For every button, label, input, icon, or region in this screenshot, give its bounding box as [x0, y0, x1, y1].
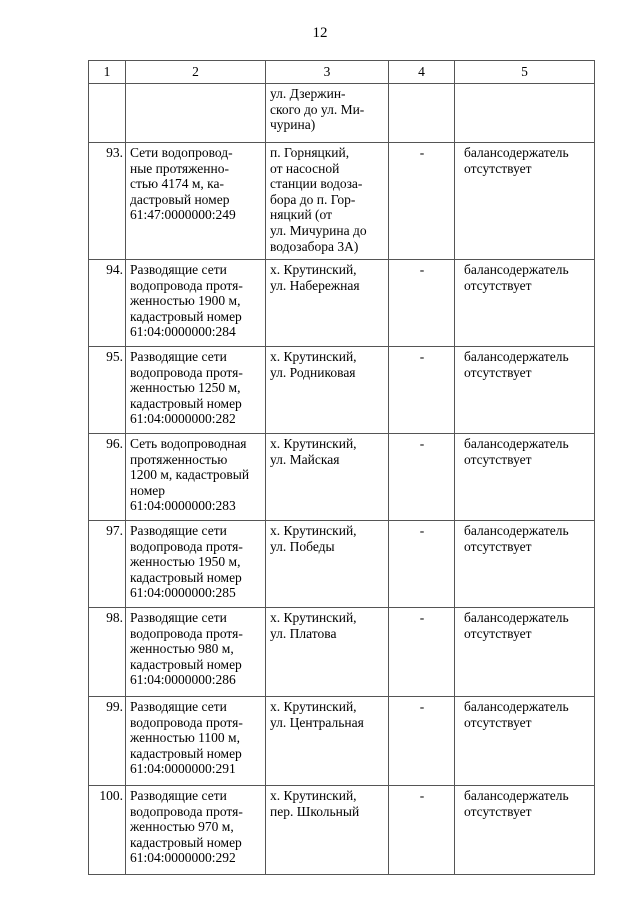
cell-text-line: 61:04:0000000:282 — [130, 411, 236, 427]
object-name-cell — [126, 260, 266, 347]
object-name-cell — [126, 608, 266, 697]
column-4-cell — [389, 347, 455, 434]
holder-cell — [455, 347, 595, 434]
cell-text-line: ул. Родниковая — [270, 364, 356, 380]
cell-text-line: 94. — [106, 262, 123, 277]
column-4-cell — [389, 521, 455, 608]
cell-text-line: 93. — [106, 145, 123, 160]
holder-cell — [455, 84, 595, 143]
header-cell: 4 — [389, 61, 455, 84]
cell-text-line: Разводящие сети — [130, 610, 227, 625]
cell-text-line: 99. — [106, 699, 123, 714]
header-cell: 2 — [126, 61, 266, 84]
cell-text-line: 1200 м, кадастровый — [130, 467, 250, 483]
cell-text-line: номер — [130, 482, 166, 498]
cell-text-line: балансодержатель — [464, 262, 569, 277]
cell-text-line: 98. — [106, 610, 123, 625]
cell-text-line: отсутствует — [464, 160, 532, 176]
cell-text-line: отсутствует — [464, 277, 532, 293]
cell-text-line: кадастровый номер — [130, 834, 242, 850]
cell-text-line: водопровода протя- — [130, 277, 243, 293]
cell-text-line: балансодержатель — [464, 436, 569, 451]
location-cell — [266, 521, 389, 608]
cell-text-line: водопровода протя- — [130, 625, 243, 641]
cell-text-line: - — [419, 523, 425, 538]
table-header-row — [89, 61, 595, 84]
cell-text-line: - — [419, 699, 425, 714]
location-cell — [266, 697, 389, 786]
cell-text-line: отсутствует — [464, 803, 532, 819]
column-4-cell — [389, 697, 455, 786]
object-name-cell — [126, 521, 266, 608]
table-row — [89, 347, 595, 434]
holder-cell — [455, 786, 595, 875]
cell-text-line: Разводящие сети — [130, 349, 227, 364]
column-4-cell — [389, 84, 455, 143]
row-number-cell — [89, 347, 126, 434]
cell-text-line: Разводящие сети — [130, 262, 227, 277]
cell-text-line: женностью 1100 м, — [130, 730, 240, 746]
cell-text-line: балансодержатель — [464, 145, 569, 160]
row-number-cell — [89, 521, 126, 608]
cell-text-line: х. Крутинский, — [270, 788, 357, 803]
cell-text-line: - — [419, 145, 425, 160]
cell-text-line: отсутствует — [464, 625, 532, 641]
cell-text-line: Разводящие сети — [130, 699, 227, 714]
cell-text-line: ул. Майская — [270, 451, 340, 467]
cell-text-line: от насосной — [270, 160, 340, 176]
row-number-cell — [89, 434, 126, 521]
cell-text-line: ул. Набережная — [270, 277, 360, 293]
row-number-cell — [89, 84, 126, 143]
cell-text-line: пер. Школьный — [270, 803, 360, 819]
table-row — [89, 521, 595, 608]
object-name-cell — [126, 786, 266, 875]
cell-text-line: Сеть водопроводная — [130, 436, 247, 451]
cell-text-line: женностью 1950 м, — [130, 554, 241, 570]
cell-text-line: няцкий (от — [270, 207, 333, 223]
cell-text-line: кадастровый номер — [130, 745, 242, 761]
cell-text-line: балансодержатель — [464, 788, 569, 803]
cell-text-line: 95. — [106, 349, 123, 364]
location-cell — [266, 84, 389, 143]
holder-cell — [455, 521, 595, 608]
page-number: 12 — [312, 25, 328, 41]
cell-text-line: 61:04:0000000:292 — [130, 850, 236, 866]
cell-text-line: х. Крутинский, — [270, 610, 357, 625]
table-row — [89, 143, 595, 260]
cell-text-line: балансодержатель — [464, 610, 569, 625]
header-cell: 3 — [266, 61, 389, 84]
cell-text-line: 100. — [99, 788, 123, 803]
cell-text-line: чурина) — [270, 117, 316, 133]
cell-text-line: протяженностью — [130, 451, 228, 467]
cell-text-line: балансодержатель — [464, 349, 569, 364]
cell-text-line: Разводящие сети — [130, 523, 227, 538]
cell-text-line: кадастровый номер — [130, 395, 242, 411]
water-network-table — [88, 60, 595, 875]
cell-text-line: ул. Мичурина до — [270, 222, 367, 238]
cell-text-line: п. Горняцкий, — [270, 145, 350, 160]
cell-text-line: станции водоза- — [270, 176, 363, 192]
cell-text-line: 61:47:0000000:249 — [130, 207, 236, 223]
object-name-cell — [126, 697, 266, 786]
holder-cell — [455, 697, 595, 786]
cell-text-line: отсутствует — [464, 714, 532, 730]
cell-text-line: х. Крутинский, — [270, 699, 357, 714]
row-number-cell — [89, 786, 126, 875]
cell-text-line: ского до ул. Ми- — [270, 101, 365, 117]
cell-text-line: водопровода протя- — [130, 714, 243, 730]
column-4-cell — [389, 434, 455, 521]
cell-text-line: стью 4174 м, ка- — [130, 176, 225, 192]
table-row — [89, 697, 595, 786]
cell-text-line: - — [419, 788, 425, 803]
cell-text-line: 96. — [106, 436, 123, 451]
location-cell — [266, 608, 389, 697]
cell-text-line: кадастровый номер — [130, 308, 242, 324]
cell-text-line: ул. Центральная — [270, 714, 364, 730]
cell-text-line: - — [419, 436, 425, 451]
cell-text-line: отсутствует — [464, 364, 532, 380]
cell-text-line: - — [419, 349, 425, 364]
header-cell: 5 — [455, 61, 595, 84]
cell-text-line: х. Крутинский, — [270, 349, 357, 364]
location-cell — [266, 260, 389, 347]
header-cell: 1 — [89, 61, 126, 84]
column-4-cell — [389, 143, 455, 260]
cell-text-line: балансодержатель — [464, 699, 569, 714]
table-row — [89, 260, 595, 347]
cell-text-line: дастровый номер — [130, 191, 230, 207]
cell-text-line: 61:04:0000000:285 — [130, 585, 236, 601]
column-4-cell — [389, 786, 455, 875]
cell-text-line: х. Крутинский, — [270, 523, 357, 538]
cell-text-line: водопровода протя- — [130, 538, 243, 554]
cell-text-line: 61:04:0000000:291 — [130, 761, 236, 777]
column-4-cell — [389, 260, 455, 347]
cell-text-line: водопровода протя- — [130, 803, 243, 819]
cell-text-line: ул. Дзержин- — [270, 86, 346, 101]
object-name-cell — [126, 434, 266, 521]
location-cell — [266, 143, 389, 260]
cell-text-line: кадастровый номер — [130, 569, 242, 585]
cell-text-line: х. Крутинский, — [270, 262, 357, 277]
object-name-cell — [126, 84, 266, 143]
row-number-cell — [89, 608, 126, 697]
cell-text-line: х. Крутинский, — [270, 436, 357, 451]
row-number-cell — [89, 143, 126, 260]
holder-cell — [455, 434, 595, 521]
cell-text-line: бора до п. Гор- — [270, 191, 356, 207]
cell-text-line: водопровода протя- — [130, 364, 243, 380]
cell-text-line: женностью 970 м, — [130, 819, 234, 835]
cell-text-line: Сети водопровод- — [130, 145, 233, 160]
holder-cell — [455, 143, 595, 260]
cell-text-line: отсутствует — [464, 538, 532, 554]
cell-text-line: водозабора 3А) — [270, 238, 359, 254]
cell-text-line: женностью 980 м, — [130, 641, 234, 657]
location-cell — [266, 434, 389, 521]
location-cell — [266, 786, 389, 875]
cell-text-line: отсутствует — [464, 451, 532, 467]
row-number-cell — [89, 697, 126, 786]
cell-text-line: ные протяженно- — [130, 160, 229, 176]
cell-text-line: женностью 1250 м, — [130, 380, 241, 396]
object-name-cell — [126, 143, 266, 260]
cell-text-line: 61:04:0000000:286 — [130, 672, 236, 688]
cell-text-line: Разводящие сети — [130, 788, 227, 803]
table-row — [89, 608, 595, 697]
cell-text-line: женностью 1900 м, — [130, 293, 241, 309]
cell-text-line: балансодержатель — [464, 523, 569, 538]
cell-text-line: ул. Платова — [270, 625, 337, 641]
location-cell — [266, 347, 389, 434]
row-number-cell — [89, 260, 126, 347]
holder-cell — [455, 260, 595, 347]
object-name-cell — [126, 347, 266, 434]
holder-cell — [455, 608, 595, 697]
cell-text-line: 97. — [106, 523, 123, 538]
cell-text-line: ул. Победы — [270, 538, 335, 554]
column-4-cell — [389, 608, 455, 697]
table-row — [89, 84, 595, 143]
cell-text-line: 61:04:0000000:283 — [130, 498, 236, 514]
cell-text-line: кадастровый номер — [130, 656, 242, 672]
table-row — [89, 434, 595, 521]
cell-text-line: - — [419, 262, 425, 277]
cell-text-line: - — [419, 610, 425, 625]
table-row — [89, 786, 595, 875]
cell-text-line: 61:04:0000000:284 — [130, 324, 236, 340]
